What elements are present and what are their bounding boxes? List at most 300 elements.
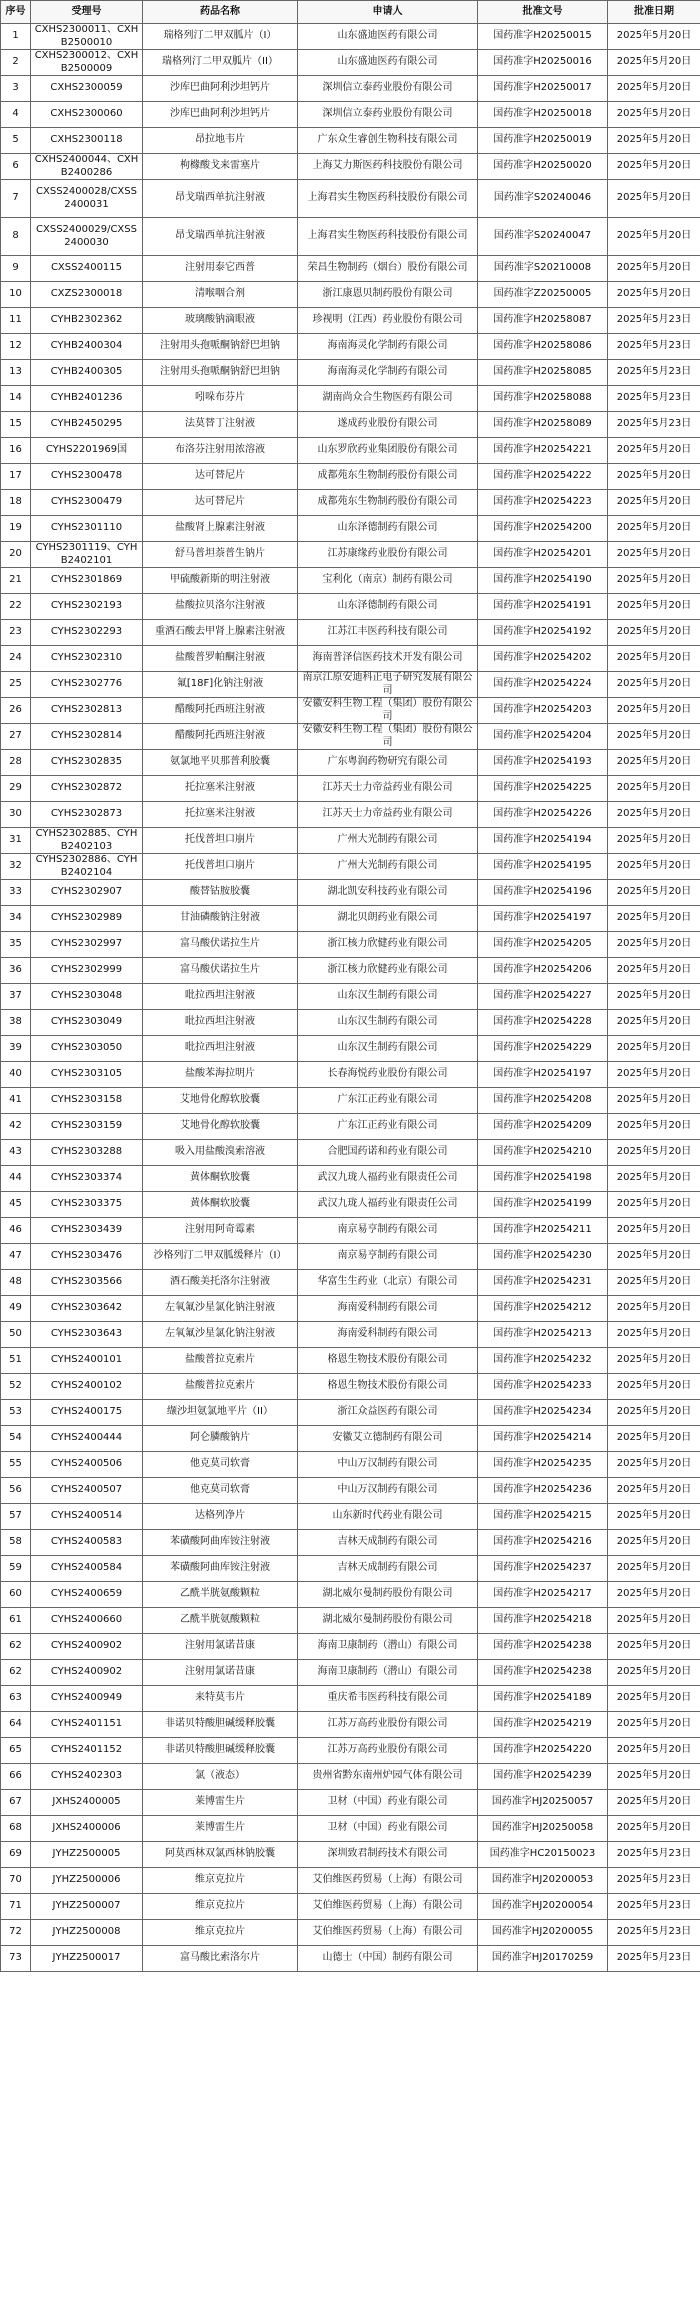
cell-drug-name: 达格列净片 bbox=[143, 1504, 298, 1530]
cell-acceptance-no: CYHS2303050 bbox=[31, 1036, 143, 1062]
cell-approval-no: 国药准字H20254195 bbox=[478, 854, 608, 880]
cell-applicant: 卫材（中国）药业有限公司 bbox=[298, 1790, 478, 1816]
table-row bbox=[1, 1010, 700, 1036]
table-row bbox=[1, 412, 700, 438]
cell-acceptance-no: CYHS2400660 bbox=[31, 1608, 143, 1634]
cell-drug-name: 非诺贝特酸胆碱缓释胶囊 bbox=[143, 1738, 298, 1764]
cell-acceptance-no: CXHS2300011、CXHB2500010 bbox=[31, 24, 143, 50]
cell-applicant: 湖南尚众合生物医药有限公司 bbox=[298, 386, 478, 412]
cell-seq: 1 bbox=[1, 24, 31, 50]
table-row bbox=[1, 672, 700, 698]
cell-acceptance-no: CYHS2400175 bbox=[31, 1400, 143, 1426]
table-row bbox=[1, 256, 700, 282]
cell-applicant: 成都苑东生物制药股份有限公司 bbox=[298, 464, 478, 490]
cell-seq: 27 bbox=[1, 724, 31, 750]
cell-applicant: 山东泽德制药有限公司 bbox=[298, 594, 478, 620]
table-row bbox=[1, 1374, 700, 1400]
cell-applicant: 上海君实生物医药科技股份有限公司 bbox=[298, 218, 478, 256]
cell-approval-date: 2025年5月20日 bbox=[608, 1400, 700, 1426]
cell-drug-name: 乙酰半胱氨酸颗粒 bbox=[143, 1608, 298, 1634]
table-row bbox=[1, 334, 700, 360]
cell-applicant: 艾伯维医药贸易（上海）有限公司 bbox=[298, 1868, 478, 1894]
cell-drug-name: 托拉塞米注射液 bbox=[143, 776, 298, 802]
cell-acceptance-no: CYHS2302989 bbox=[31, 906, 143, 932]
table-row bbox=[1, 1842, 700, 1868]
cell-seq: 71 bbox=[1, 1894, 31, 1920]
cell-drug-name: 注射用泰它西普 bbox=[143, 256, 298, 282]
table-row bbox=[1, 1868, 700, 1894]
cell-applicant: 南京易亨制药有限公司 bbox=[298, 1244, 478, 1270]
cell-approval-date: 2025年5月20日 bbox=[608, 906, 700, 932]
cell-acceptance-no: CYHS2401151 bbox=[31, 1712, 143, 1738]
cell-approval-no: 国药准字H20254232 bbox=[478, 1348, 608, 1374]
table-row bbox=[1, 1218, 700, 1244]
cell-approval-date: 2025年5月20日 bbox=[608, 1790, 700, 1816]
cell-acceptance-no: CYHS2303476 bbox=[31, 1244, 143, 1270]
cell-approval-no: 国药准字H20254227 bbox=[478, 984, 608, 1010]
cell-seq: 19 bbox=[1, 516, 31, 542]
cell-seq: 28 bbox=[1, 750, 31, 776]
cell-approval-no: 国药准字H20258089 bbox=[478, 412, 608, 438]
cell-drug-name: 吸入用盐酸溴索溶液 bbox=[143, 1140, 298, 1166]
cell-acceptance-no: JYHZ2500006 bbox=[31, 1868, 143, 1894]
table-row bbox=[1, 776, 700, 802]
cell-applicant: 江苏康缘药业股份有限公司 bbox=[298, 542, 478, 568]
cell-applicant: 江苏万高药业股份有限公司 bbox=[298, 1712, 478, 1738]
cell-approval-date: 2025年5月20日 bbox=[608, 698, 700, 724]
cell-approval-no: 国药准字H20254239 bbox=[478, 1764, 608, 1790]
cell-drug-name: 莱博雷生片 bbox=[143, 1816, 298, 1842]
cell-applicant: 珍视明（江西）药业股份有限公司 bbox=[298, 308, 478, 334]
cell-acceptance-no: CYHS2303643 bbox=[31, 1322, 143, 1348]
cell-acceptance-no: JYHZ2500008 bbox=[31, 1920, 143, 1946]
cell-seq: 4 bbox=[1, 102, 31, 128]
cell-acceptance-no: CYHS2302813 bbox=[31, 698, 143, 724]
cell-acceptance-no: CYHS2303566 bbox=[31, 1270, 143, 1296]
cell-acceptance-no: CXHS2300118 bbox=[31, 128, 143, 154]
cell-applicant: 江苏万高药业股份有限公司 bbox=[298, 1738, 478, 1764]
table-row bbox=[1, 464, 700, 490]
cell-approval-no: 国药准字H20254213 bbox=[478, 1322, 608, 1348]
cell-seq: 23 bbox=[1, 620, 31, 646]
cell-applicant: 贵州省黔东南州炉园气体有限公司 bbox=[298, 1764, 478, 1790]
cell-drug-name: 维京克拉片 bbox=[143, 1920, 298, 1946]
header-seq: 序号 bbox=[1, 1, 31, 24]
cell-seq: 50 bbox=[1, 1322, 31, 1348]
table-row bbox=[1, 154, 700, 180]
cell-acceptance-no: CXHS2300060 bbox=[31, 102, 143, 128]
cell-approval-no: 国药准字H20254190 bbox=[478, 568, 608, 594]
cell-applicant: 广州大光制药有限公司 bbox=[298, 828, 478, 854]
table-row bbox=[1, 1608, 700, 1634]
cell-drug-name: 盐酸普拉克索片 bbox=[143, 1374, 298, 1400]
cell-approval-no: 国药准字H20254191 bbox=[478, 594, 608, 620]
cell-applicant: 吉林天成制药有限公司 bbox=[298, 1530, 478, 1556]
cell-acceptance-no: CXHS2400044、CXHB2400286 bbox=[31, 154, 143, 180]
cell-acceptance-no: CYHS2303288 bbox=[31, 1140, 143, 1166]
cell-drug-name: 布洛芬注射用浓溶液 bbox=[143, 438, 298, 464]
cell-seq: 17 bbox=[1, 464, 31, 490]
cell-drug-name: 维京克拉片 bbox=[143, 1894, 298, 1920]
cell-drug-name: 注射用头孢哌酮钠舒巴坦钠 bbox=[143, 334, 298, 360]
cell-approval-date: 2025年5月23日 bbox=[608, 1946, 700, 1972]
cell-applicant: 山东汉生制药有限公司 bbox=[298, 1010, 478, 1036]
cell-drug-name: 注射用氯诺昔康 bbox=[143, 1634, 298, 1660]
table-row bbox=[1, 308, 700, 334]
cell-seq: 6 bbox=[1, 154, 31, 180]
cell-seq: 2 bbox=[1, 50, 31, 76]
cell-approval-no: 国药准字H20254217 bbox=[478, 1582, 608, 1608]
cell-acceptance-no: CYHS2302776 bbox=[31, 672, 143, 698]
cell-drug-name: 富马酸伏诺拉生片 bbox=[143, 958, 298, 984]
cell-approval-date: 2025年5月20日 bbox=[608, 594, 700, 620]
cell-applicant: 山东罗欣药业集团股份有限公司 bbox=[298, 438, 478, 464]
cell-approval-date: 2025年5月20日 bbox=[608, 24, 700, 50]
cell-approval-no: 国药准字HJ20200055 bbox=[478, 1920, 608, 1946]
cell-approval-no: 国药准字H20254211 bbox=[478, 1218, 608, 1244]
cell-drug-name: 吡拉西坦注射液 bbox=[143, 984, 298, 1010]
cell-seq: 34 bbox=[1, 906, 31, 932]
table-row bbox=[1, 594, 700, 620]
cell-seq: 64 bbox=[1, 1712, 31, 1738]
cell-applicant: 深圳致君制药技术有限公司 bbox=[298, 1842, 478, 1868]
cell-acceptance-no: CYHB2302362 bbox=[31, 308, 143, 334]
cell-acceptance-no: CYHS2400507 bbox=[31, 1478, 143, 1504]
cell-seq: 9 bbox=[1, 256, 31, 282]
cell-seq: 26 bbox=[1, 698, 31, 724]
cell-seq: 59 bbox=[1, 1556, 31, 1582]
table-row bbox=[1, 1452, 700, 1478]
table-row bbox=[1, 568, 700, 594]
cell-approval-date: 2025年5月20日 bbox=[608, 256, 700, 282]
cell-approval-no: 国药准字H20254192 bbox=[478, 620, 608, 646]
cell-seq: 25 bbox=[1, 672, 31, 698]
table-row bbox=[1, 1088, 700, 1114]
cell-applicant: 卫材（中国）药业有限公司 bbox=[298, 1816, 478, 1842]
cell-drug-name: 注射用阿奇霉素 bbox=[143, 1218, 298, 1244]
cell-approval-no: 国药准字H20254220 bbox=[478, 1738, 608, 1764]
cell-approval-no: 国药准字H20258086 bbox=[478, 334, 608, 360]
cell-approval-no: 国药准字H20254237 bbox=[478, 1556, 608, 1582]
table-row bbox=[1, 1764, 700, 1790]
cell-acceptance-no: CYHS2303439 bbox=[31, 1218, 143, 1244]
cell-approval-date: 2025年5月20日 bbox=[608, 438, 700, 464]
cell-drug-name: 盐酸肾上腺素注射液 bbox=[143, 516, 298, 542]
cell-applicant: 广东粤润药物研究有限公司 bbox=[298, 750, 478, 776]
cell-approval-date: 2025年5月20日 bbox=[608, 724, 700, 750]
cell-approval-no: 国药准字H20254204 bbox=[478, 724, 608, 750]
cell-approval-date: 2025年5月20日 bbox=[608, 672, 700, 698]
cell-approval-no: 国药准字H20254226 bbox=[478, 802, 608, 828]
cell-acceptance-no: CYHS2303158 bbox=[31, 1088, 143, 1114]
cell-acceptance-no: CYHB2401236 bbox=[31, 386, 143, 412]
cell-approval-date: 2025年5月20日 bbox=[608, 1166, 700, 1192]
table-row bbox=[1, 50, 700, 76]
cell-seq: 13 bbox=[1, 360, 31, 386]
cell-drug-name: 酸替钴胺胶囊 bbox=[143, 880, 298, 906]
cell-drug-name: 枸橼酸戈来雷塞片 bbox=[143, 154, 298, 180]
cell-approval-no: 国药准字H20254201 bbox=[478, 542, 608, 568]
cell-approval-date: 2025年5月20日 bbox=[608, 542, 700, 568]
cell-seq: 3 bbox=[1, 76, 31, 102]
cell-seq: 21 bbox=[1, 568, 31, 594]
table-row bbox=[1, 516, 700, 542]
cell-applicant: 合肥国药诺和药业有限公司 bbox=[298, 1140, 478, 1166]
cell-acceptance-no: CYHS2302873 bbox=[31, 802, 143, 828]
cell-approval-date: 2025年5月20日 bbox=[608, 1140, 700, 1166]
cell-acceptance-no: CYHS2303375 bbox=[31, 1192, 143, 1218]
cell-drug-name: 酒石酸美托洛尔注射液 bbox=[143, 1270, 298, 1296]
cell-applicant: 湖北威尔曼制药股份有限公司 bbox=[298, 1582, 478, 1608]
cell-applicant: 中山万汉制药有限公司 bbox=[298, 1452, 478, 1478]
cell-applicant: 中山万汉制药有限公司 bbox=[298, 1478, 478, 1504]
cell-approval-date: 2025年5月20日 bbox=[608, 984, 700, 1010]
cell-approval-no: 国药准字H20250015 bbox=[478, 24, 608, 50]
cell-drug-name: 富马酸伏诺拉生片 bbox=[143, 932, 298, 958]
cell-approval-no: 国药准字HJ20200053 bbox=[478, 1868, 608, 1894]
cell-seq: 55 bbox=[1, 1452, 31, 1478]
cell-acceptance-no: CYHS2302886、CYHB2402104 bbox=[31, 854, 143, 880]
table-row bbox=[1, 958, 700, 984]
cell-approval-no: 国药准字H20254206 bbox=[478, 958, 608, 984]
table-row bbox=[1, 880, 700, 906]
cell-acceptance-no: CYHS2400902 bbox=[31, 1660, 143, 1686]
cell-approval-no: 国药准字H20258085 bbox=[478, 360, 608, 386]
table-row bbox=[1, 386, 700, 412]
cell-approval-no: 国药准字H20254210 bbox=[478, 1140, 608, 1166]
cell-drug-name: 阿仑膦酸钠片 bbox=[143, 1426, 298, 1452]
cell-approval-no: 国药准字HJ20250057 bbox=[478, 1790, 608, 1816]
table-row bbox=[1, 1582, 700, 1608]
cell-approval-date: 2025年5月20日 bbox=[608, 1764, 700, 1790]
table-row bbox=[1, 828, 700, 854]
cell-seq: 31 bbox=[1, 828, 31, 854]
table-header-row bbox=[1, 1, 700, 24]
table-row bbox=[1, 984, 700, 1010]
cell-seq: 30 bbox=[1, 802, 31, 828]
cell-drug-name: 醋酸阿托西班注射液 bbox=[143, 724, 298, 750]
cell-seq: 49 bbox=[1, 1296, 31, 1322]
cell-drug-name: 沙库巴曲阿利沙坦钙片 bbox=[143, 102, 298, 128]
cell-drug-name: 苯磺酸阿曲库铵注射液 bbox=[143, 1530, 298, 1556]
cell-seq: 70 bbox=[1, 1868, 31, 1894]
cell-approval-date: 2025年5月20日 bbox=[608, 490, 700, 516]
cell-approval-no: 国药准字H20254199 bbox=[478, 1192, 608, 1218]
cell-drug-name: 昂戈瑞西单抗注射液 bbox=[143, 180, 298, 218]
cell-acceptance-no: CYHS2301119、CYHB2402101 bbox=[31, 542, 143, 568]
cell-applicant: 浙江核力欣健药业有限公司 bbox=[298, 958, 478, 984]
cell-approval-date: 2025年5月20日 bbox=[608, 1218, 700, 1244]
cell-seq: 39 bbox=[1, 1036, 31, 1062]
cell-applicant: 山德士（中国）制药有限公司 bbox=[298, 1946, 478, 1972]
cell-approval-no: 国药准字H20254216 bbox=[478, 1530, 608, 1556]
cell-applicant: 湖北凯安科技药业有限公司 bbox=[298, 880, 478, 906]
table-row bbox=[1, 360, 700, 386]
cell-seq: 20 bbox=[1, 542, 31, 568]
table-row bbox=[1, 1920, 700, 1946]
cell-drug-name: 盐酸普拉克索片 bbox=[143, 1348, 298, 1374]
table-row bbox=[1, 698, 700, 724]
cell-approval-date: 2025年5月20日 bbox=[608, 1348, 700, 1374]
cell-drug-name: 注射用头孢哌酮钠舒巴坦钠 bbox=[143, 360, 298, 386]
cell-applicant: 广东江正药业有限公司 bbox=[298, 1114, 478, 1140]
cell-approval-date: 2025年5月20日 bbox=[608, 1192, 700, 1218]
cell-seq: 29 bbox=[1, 776, 31, 802]
cell-applicant: 浙江康恩贝制药股份有限公司 bbox=[298, 282, 478, 308]
table-row bbox=[1, 1036, 700, 1062]
cell-approval-date: 2025年5月20日 bbox=[608, 1738, 700, 1764]
cell-seq: 35 bbox=[1, 932, 31, 958]
cell-approval-no: 国药准字H20254233 bbox=[478, 1374, 608, 1400]
cell-approval-date: 2025年5月20日 bbox=[608, 750, 700, 776]
cell-approval-no: 国药准字Z20250005 bbox=[478, 282, 608, 308]
cell-applicant: 遂成药业股份有限公司 bbox=[298, 412, 478, 438]
cell-approval-no: 国药准字H20254235 bbox=[478, 1452, 608, 1478]
cell-drug-name: 托伐普坦口崩片 bbox=[143, 828, 298, 854]
cell-acceptance-no: CYHS2400444 bbox=[31, 1426, 143, 1452]
table-row bbox=[1, 1062, 700, 1088]
cell-drug-name: 甲硫酸新斯的明注射液 bbox=[143, 568, 298, 594]
cell-approval-date: 2025年5月20日 bbox=[608, 1452, 700, 1478]
table-row bbox=[1, 282, 700, 308]
cell-approval-date: 2025年5月20日 bbox=[608, 1244, 700, 1270]
cell-acceptance-no: CYHS2400949 bbox=[31, 1686, 143, 1712]
cell-approval-no: 国药准字H20254202 bbox=[478, 646, 608, 672]
cell-approval-no: 国药准字H20250020 bbox=[478, 154, 608, 180]
cell-approval-no: 国药准字H20254231 bbox=[478, 1270, 608, 1296]
cell-drug-name: 吡拉西坦注射液 bbox=[143, 1036, 298, 1062]
cell-seq: 63 bbox=[1, 1686, 31, 1712]
cell-acceptance-no: CYHS2302872 bbox=[31, 776, 143, 802]
cell-applicant: 艾伯维医药贸易（上海）有限公司 bbox=[298, 1920, 478, 1946]
cell-approval-date: 2025年5月20日 bbox=[608, 854, 700, 880]
cell-seq: 22 bbox=[1, 594, 31, 620]
cell-approval-no: 国药准字H20254200 bbox=[478, 516, 608, 542]
cell-approval-no: 国药准字H20254230 bbox=[478, 1244, 608, 1270]
cell-seq: 46 bbox=[1, 1218, 31, 1244]
cell-applicant: 海南爱科制药有限公司 bbox=[298, 1296, 478, 1322]
cell-approval-date: 2025年5月20日 bbox=[608, 128, 700, 154]
cell-approval-date: 2025年5月20日 bbox=[608, 154, 700, 180]
cell-applicant: 安徽安科生物工程（集团）股份有限公司 bbox=[298, 698, 478, 724]
table-row bbox=[1, 932, 700, 958]
cell-approval-no: 国药准字H20254197 bbox=[478, 1062, 608, 1088]
table-row bbox=[1, 1816, 700, 1842]
table-row bbox=[1, 1686, 700, 1712]
cell-seq: 66 bbox=[1, 1764, 31, 1790]
table-row bbox=[1, 1140, 700, 1166]
cell-acceptance-no: CYHS2300478 bbox=[31, 464, 143, 490]
cell-acceptance-no: CYHS2303374 bbox=[31, 1166, 143, 1192]
cell-approval-no: 国药准字S20240046 bbox=[478, 180, 608, 218]
cell-drug-name: 左氧氟沙星氯化钠注射液 bbox=[143, 1296, 298, 1322]
cell-acceptance-no: CYHS2302835 bbox=[31, 750, 143, 776]
cell-acceptance-no: CYHS2302997 bbox=[31, 932, 143, 958]
cell-drug-name: 苯磺酸阿曲库铵注射液 bbox=[143, 1556, 298, 1582]
table-row bbox=[1, 1270, 700, 1296]
table-row bbox=[1, 218, 700, 256]
table-row bbox=[1, 1530, 700, 1556]
cell-drug-name: 非诺贝特酸胆碱缓释胶囊 bbox=[143, 1712, 298, 1738]
cell-applicant: 南京江原安迪科正电子研究发展有限公司 bbox=[298, 672, 478, 698]
table-row bbox=[1, 180, 700, 218]
cell-approval-date: 2025年5月23日 bbox=[608, 1868, 700, 1894]
cell-seq: 62 bbox=[1, 1634, 31, 1660]
cell-seq: 47 bbox=[1, 1244, 31, 1270]
cell-seq: 43 bbox=[1, 1140, 31, 1166]
cell-acceptance-no: CYHS2400902 bbox=[31, 1634, 143, 1660]
table-row bbox=[1, 1634, 700, 1660]
table-row bbox=[1, 1192, 700, 1218]
cell-seq: 41 bbox=[1, 1088, 31, 1114]
cell-approval-no: 国药准字H20254198 bbox=[478, 1166, 608, 1192]
cell-approval-no: 国药准字H20250017 bbox=[478, 76, 608, 102]
cell-approval-no: 国药准字H20254205 bbox=[478, 932, 608, 958]
cell-approval-no: 国药准字HC20150023 bbox=[478, 1842, 608, 1868]
cell-approval-no: 国药准字H20258087 bbox=[478, 308, 608, 334]
cell-approval-date: 2025年5月23日 bbox=[608, 334, 700, 360]
header-acceptance-no: 受理号 bbox=[31, 1, 143, 24]
cell-approval-no: 国药准字H20250019 bbox=[478, 128, 608, 154]
table-row bbox=[1, 102, 700, 128]
cell-seq: 73 bbox=[1, 1946, 31, 1972]
cell-drug-name: 吲哚布芬片 bbox=[143, 386, 298, 412]
cell-drug-name: 他克莫司软膏 bbox=[143, 1478, 298, 1504]
cell-approval-no: 国药准字H20254238 bbox=[478, 1660, 608, 1686]
table-row bbox=[1, 1660, 700, 1686]
cell-applicant: 湖北威尔曼制药股份有限公司 bbox=[298, 1608, 478, 1634]
cell-applicant: 山东汉生制药有限公司 bbox=[298, 984, 478, 1010]
cell-acceptance-no: CYHB2400305 bbox=[31, 360, 143, 386]
header-approval-no: 批准文号 bbox=[478, 1, 608, 24]
cell-seq: 7 bbox=[1, 180, 31, 218]
cell-acceptance-no: CYHS2400506 bbox=[31, 1452, 143, 1478]
cell-approval-date: 2025年5月20日 bbox=[608, 880, 700, 906]
cell-drug-name: 盐酸苯海拉明片 bbox=[143, 1062, 298, 1088]
cell-drug-name: 盐酸普罗帕酮注射液 bbox=[143, 646, 298, 672]
table-row bbox=[1, 1244, 700, 1270]
cell-drug-name: 盐酸拉贝洛尔注射液 bbox=[143, 594, 298, 620]
table-row bbox=[1, 802, 700, 828]
cell-drug-name: 清喉咽合剂 bbox=[143, 282, 298, 308]
cell-approval-no: 国药准字H20254219 bbox=[478, 1712, 608, 1738]
cell-approval-date: 2025年5月20日 bbox=[608, 802, 700, 828]
cell-seq: 16 bbox=[1, 438, 31, 464]
table-row bbox=[1, 750, 700, 776]
cell-seq: 69 bbox=[1, 1842, 31, 1868]
cell-applicant: 江苏江丰医药科技有限公司 bbox=[298, 620, 478, 646]
cell-approval-date: 2025年5月20日 bbox=[608, 1582, 700, 1608]
cell-approval-date: 2025年5月20日 bbox=[608, 1088, 700, 1114]
cell-drug-name: 注射用氯诺昔康 bbox=[143, 1660, 298, 1686]
cell-approval-no: 国药准字S20210008 bbox=[478, 256, 608, 282]
cell-acceptance-no: CYHS2400514 bbox=[31, 1504, 143, 1530]
cell-approval-date: 2025年5月20日 bbox=[608, 1712, 700, 1738]
cell-seq: 67 bbox=[1, 1790, 31, 1816]
cell-acceptance-no: CYHS2302193 bbox=[31, 594, 143, 620]
cell-drug-name: 他克莫司软膏 bbox=[143, 1452, 298, 1478]
cell-seq: 11 bbox=[1, 308, 31, 334]
cell-drug-name: 氨氯地平贝那普利胶囊 bbox=[143, 750, 298, 776]
cell-drug-name: 维京克拉片 bbox=[143, 1868, 298, 1894]
cell-applicant: 山东新时代药业有限公司 bbox=[298, 1504, 478, 1530]
table-row bbox=[1, 1426, 700, 1452]
cell-applicant: 湖北贝朗药业有限公司 bbox=[298, 906, 478, 932]
table-row bbox=[1, 854, 700, 880]
cell-drug-name: 吡拉西坦注射液 bbox=[143, 1010, 298, 1036]
cell-acceptance-no: JXHS2400005 bbox=[31, 1790, 143, 1816]
cell-seq: 14 bbox=[1, 386, 31, 412]
